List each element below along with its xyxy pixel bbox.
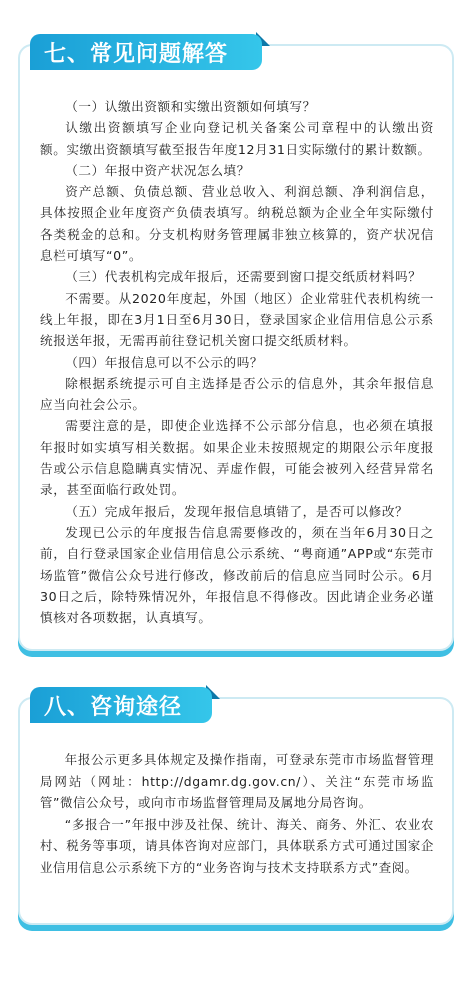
consult-paragraph-2: “多报合一”年报中涉及社保、统计、海关、商务、外汇、农业农村、税务等事项，请具体咨询对应部门，具体联系方式可通过国家企业信用信息公示系统下方的“业务咨询与技术支持联系方式”查阅。 [40,816,434,875]
faq-answer-2: 资产总额、负债总额、营业总收入、利润总额、净利润信息，具体按照企业年度资产负债表填写。纳税总额为企业全年实际缴付各类税金的总和。分支机构财务管理属非独立核算的，资产状况信息栏可填写“0”。 [40,184,434,264]
faq-body [40,96,434,628]
consult-section [18,694,454,925]
faq-answer-4a: 除根据系统提示可自主选择是否公示的信息外，其余年报信息应当向社会公示。 [40,375,434,413]
faq-answer-3: 不需要。从2020年度起，外国（地区）企业常驻代表机构统一线上年报，即在3月1日至6月30日，登录国家企业信用信息公示系统报送年报，无需再前往登记机关窗口提交纸质材料。 [40,290,434,349]
faq-question-2: （二）年报中资产状况怎么填？ [65,162,250,178]
faq-question-1: （一）认缴出资额和实缴出资额如何填写？ [65,99,316,114]
faq-question-4: （四）年报信息可以不公示的吗？ [65,354,264,370]
faq-answer-4b: 需要注意的是，即使企业选择不公示部分信息，也必须在填报年报时如实填写相关数据。如果企业未按照规定的期限公示年度报告或公示信息隐瞒真实情况、弄虚作假，可能会被列入经营异常名录，甚至面临行政处罚。 [40,418,434,498]
faq-answer-5: 发现已公示的年度报告信息需要修改的，须在当年6月30日之前，自行登录国家企业信用信息公示系统、“粤商通”APP或“东莞市场监管”微信公众号进行修改，修改前后的信息应当同时公示。6月30日之后，除特殊情况外，年报信息不得修改。因此请企业务必谨慎核对各项数据，认真填写。 [40,524,434,626]
faq-answer-1: 认缴出资额填写企业向登记机关备案公司章程中的认缴出资额。实缴出资额填写截至报告年度12月31日实际缴付的累计数额。 [40,120,434,157]
faq-question-5: （五）完成年报后，发现年报信息填错了，是否可以修改？ [65,503,409,519]
section-title-faq: 七、常见问题解答 [30,34,262,70]
section-title-consult: 八、咨询途径 [30,687,212,723]
consult-body [40,749,434,878]
faq-question-3: （三）代表机构完成年报后，还需要到窗口提交纸质材料吗？ [65,269,422,285]
faq-section [18,41,454,651]
consult-paragraph-1: 年报公示更多具体规定及操作指南，可登录东莞市市场监督管理局网站（网址：http://dgamr.dg.gov.cn/）、关注“东莞市场监管”微信公众号，或向市市场监督管理局及属地分局咨询。 [40,752,434,810]
